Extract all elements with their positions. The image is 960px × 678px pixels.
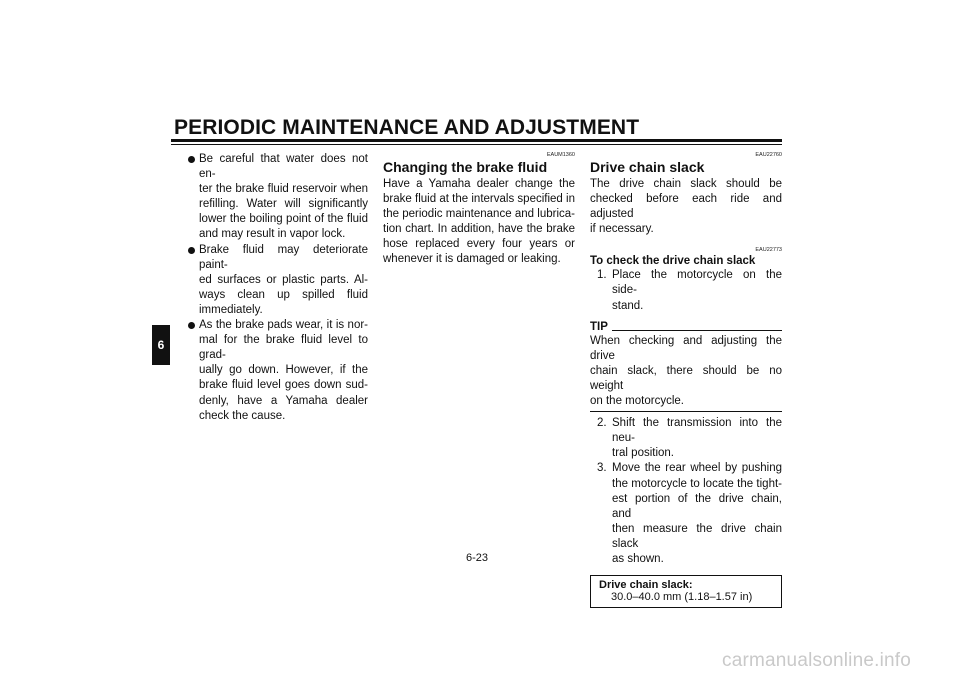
bullet-line: check the cause. — [199, 409, 286, 422]
bullet-dot-icon — [188, 247, 195, 254]
step-item — [590, 461, 782, 567]
body-line: hose replaced every four years or — [383, 238, 575, 251]
subsection-code: EAU22773 — [755, 247, 782, 254]
bullet-item — [188, 318, 368, 424]
body-line: checked before each ride and adjusted — [590, 193, 782, 221]
body-line: the periodic maintenance and lubrica- — [383, 208, 575, 221]
body-line: if necessary. — [590, 223, 654, 236]
tip-label: TIP — [590, 320, 608, 333]
bullet-line: immediately. — [199, 303, 263, 316]
step-item — [590, 416, 782, 461]
bullet-line: ways clean up spilled fluid — [199, 288, 368, 301]
page-number: 6-23 — [466, 552, 489, 564]
bullet-line: ter the brake fluid reservoir when — [199, 183, 368, 196]
bullet-line: ed surfaces or plastic parts. Al- — [199, 273, 368, 286]
bullet-dot-icon — [188, 322, 195, 329]
step-number: 3. — [597, 462, 607, 475]
bullet-line: refilling. Water will significantly — [199, 198, 368, 211]
body-line: whenever it is damaged or leaking. — [383, 253, 561, 266]
column-1 — [188, 152, 368, 424]
spec-label: Drive chain slack: — [599, 579, 693, 592]
bullet-item — [188, 152, 368, 243]
step-line: est portion of the drive chain, and — [612, 492, 782, 520]
subsection-heading: To check the drive chain slack — [590, 255, 756, 268]
body-line: brake fluid at the intervals specified in — [383, 193, 575, 206]
column-2 — [383, 152, 575, 268]
bullet-dot-icon — [188, 156, 195, 163]
section-heading: Drive chain slack — [590, 159, 705, 175]
tip-box — [590, 320, 782, 412]
bullet-line: and may result in vapor lock. — [199, 228, 346, 241]
tip-line: chain slack, there should be no weight — [590, 364, 782, 392]
body-line: The drive chain slack should be — [590, 178, 782, 190]
column-3 — [590, 152, 782, 608]
section-heading: Changing the brake fluid — [383, 159, 548, 175]
section-code: EAU22760 — [755, 152, 782, 158]
step-line: tral position. — [612, 447, 675, 460]
step-item — [590, 268, 782, 313]
step-number: 1. — [597, 269, 607, 282]
bullet-line: Be careful that water does not en- — [199, 153, 368, 181]
step-line: as shown. — [612, 552, 664, 565]
section-code: EAUM1360 — [546, 152, 575, 158]
bullet-line: denly, have a Yamaha dealer — [199, 394, 368, 407]
chapter-tab: 6 — [152, 325, 170, 365]
step-line: then measure the drive chain slack — [612, 522, 782, 550]
bullet-line: mal for the brake fluid level to grad- — [199, 334, 368, 362]
step-line: the motorcycle to locate the tight- — [612, 477, 782, 490]
tip-line: on the motorcycle. — [590, 395, 684, 408]
step-line: Move the rear wheel by pushing — [612, 462, 782, 475]
bullet-line: Brake fluid may deteriorate paint- — [199, 243, 368, 271]
header-rule-thick — [171, 139, 782, 142]
body-line: Have a Yamaha dealer change the — [383, 178, 575, 190]
watermark: carmanualsonline.info — [722, 650, 912, 671]
bullet-line: As the brake pads wear, it is nor- — [199, 319, 368, 332]
step-line: Place the motorcycle on the side- — [612, 269, 782, 297]
tip-rule — [612, 330, 782, 331]
spec-value: 30.0–40.0 mm (1.18–1.57 in) — [611, 591, 753, 604]
bullet-line: lower the boiling point of the fluid — [199, 213, 368, 226]
header-rule-thin — [171, 144, 782, 145]
spec-box — [590, 575, 782, 608]
step-line: Shift the transmission into the neu- — [612, 417, 782, 445]
bullet-line: brake fluid level goes down sud- — [199, 379, 368, 392]
body-line: tion chart. In addition, have the brake — [383, 223, 575, 236]
tip-label-row — [590, 320, 782, 334]
step-line: stand. — [612, 299, 644, 312]
step-number: 2. — [597, 417, 607, 430]
bullet-line: ually go down. However, if the — [199, 364, 368, 377]
tip-line: When checking and adjusting the drive — [590, 334, 782, 362]
page-header-title: PERIODIC MAINTENANCE AND ADJUSTMENT — [174, 116, 640, 139]
bullet-item — [188, 243, 368, 318]
